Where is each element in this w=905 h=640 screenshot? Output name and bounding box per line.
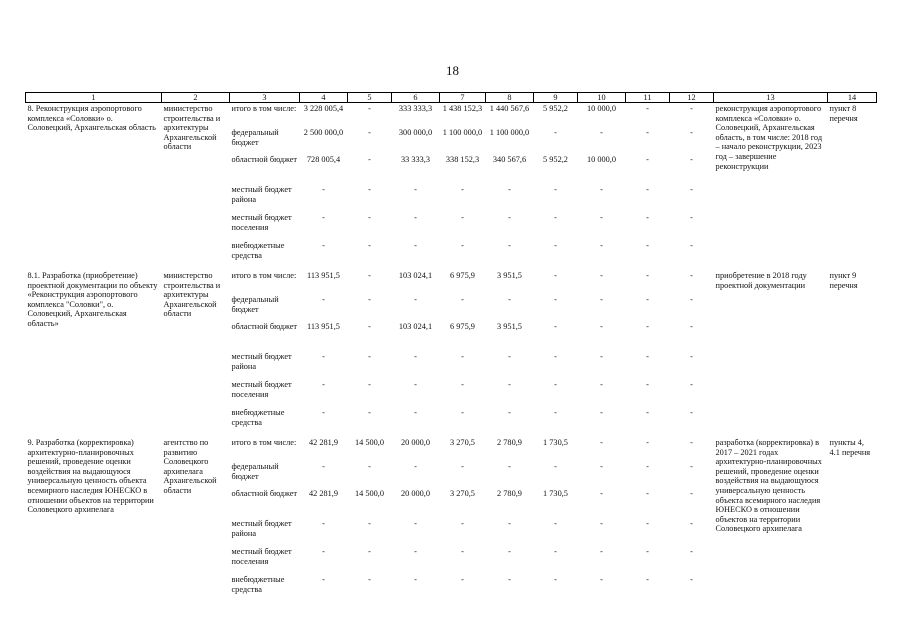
amount-cell: - [368, 241, 371, 250]
amount-cell: - [414, 352, 417, 361]
amount-cell: 1 730,5 [543, 489, 568, 498]
amount-cell: - [600, 185, 603, 194]
amount-cell: - [461, 462, 464, 471]
amount-cell: - [554, 271, 557, 280]
amount-cell: - [690, 213, 693, 222]
amount-cell: - [600, 462, 603, 471]
amount-cell: - [600, 380, 603, 389]
amount-cell: - [600, 322, 603, 331]
amount-cell: - [690, 352, 693, 361]
amount-cell: - [414, 547, 417, 556]
amount-cell: 14 500,0 [354, 489, 385, 498]
amount-cell: - [461, 547, 464, 556]
result-note: реконструкция аэропортового комплекса «Соловки» о. Соловецкий, Архангельская область, в том числе: 2018 год – начало реконструкции, 2023 год – завершение реконструкции [715, 104, 823, 171]
amount-cell: - [646, 155, 649, 164]
amount-cell: - [414, 380, 417, 389]
amount-cell: - [646, 438, 649, 447]
amount-cell: - [646, 213, 649, 222]
amount-cell: - [646, 128, 649, 137]
amount-cell: 113 951,5 [307, 271, 340, 280]
measure-name: 8. Реконструкция аэропортового комплекса «Соловки» о. Соловецкий, Архангельская область [27, 104, 156, 133]
amount-cell: - [368, 213, 371, 222]
amount-cell: - [508, 462, 511, 471]
amount-cell: - [646, 185, 649, 194]
amount-cell: 1 438 152,3 [442, 104, 483, 113]
amount-cell: - [368, 519, 371, 528]
amount-cell: - [508, 185, 511, 194]
funding-table [25, 92, 877, 604]
amount-cell: - [461, 408, 464, 417]
amount-cell: - [690, 519, 693, 528]
amount-cell: - [414, 462, 417, 471]
amount-cell: - [646, 462, 649, 471]
amount-cell: - [554, 128, 557, 137]
amount-cell: 2 500 000,0 [303, 128, 344, 137]
amount-cell: - [600, 241, 603, 250]
amount-cell: - [368, 155, 371, 164]
amount-cell: 5 952,2 [543, 155, 568, 164]
amount-cell: 113 951,5 [307, 322, 340, 331]
source-label: итого в том числе: [231, 271, 297, 280]
header-cell: 8 [486, 93, 534, 103]
source-label: местный бюджет поселения [231, 547, 292, 566]
amount-cell: - [600, 519, 603, 528]
amount-cell: - [368, 295, 371, 304]
amount-cell: - [368, 380, 371, 389]
amount-cell: - [646, 575, 649, 584]
source-label: местный бюджет района [231, 352, 292, 371]
source-label: внебюджетные средства [231, 575, 285, 594]
amount-cell: 1 100 000,0 [442, 128, 483, 137]
amount-cell: - [322, 462, 325, 471]
amount-cell: - [368, 462, 371, 471]
amount-cell: - [554, 575, 557, 584]
amount-cell: 2 780,9 [497, 489, 522, 498]
source-label: внебюджетные средства [231, 408, 285, 427]
amount-cell: - [414, 295, 417, 304]
amount-cell: - [554, 352, 557, 361]
amount-cell: - [690, 575, 693, 584]
amount-cell: - [322, 352, 325, 361]
amount-cell: - [646, 241, 649, 250]
amount-cell: - [646, 352, 649, 361]
amount-cell: - [554, 547, 557, 556]
amount-cell: - [368, 271, 371, 280]
amount-cell: - [368, 575, 371, 584]
amount-cell: - [414, 519, 417, 528]
header-row [26, 93, 877, 103]
source-label: местный бюджет района [231, 519, 292, 538]
amount-cell: - [600, 295, 603, 304]
amount-cell: - [600, 408, 603, 417]
amount-cell: - [690, 438, 693, 447]
amount-cell: - [690, 104, 693, 113]
amount-cell: - [322, 213, 325, 222]
amount-cell: 103 024,1 [398, 271, 433, 280]
amount-cell: - [600, 271, 603, 280]
source-label: областной бюджет [231, 155, 298, 164]
amount-cell: 10 000,0 [586, 104, 617, 113]
header-cell: 5 [348, 93, 392, 103]
header-cell: 9 [534, 93, 578, 103]
header-cell: 1 [26, 93, 162, 103]
amount-cell: - [461, 185, 464, 194]
amount-cell: 103 024,1 [398, 322, 433, 331]
measure-name: 8.1. Разработка (приобретение) проектной документации по объекту «Реконструкция аэропортового комплекса "Соловки", о. Соловецкий, Архангельская область» [27, 271, 158, 328]
source-label: федеральный бюджет [231, 295, 279, 314]
header-cell: 12 [670, 93, 714, 103]
amount-cell: 3 951,5 [497, 322, 522, 331]
amount-cell: - [322, 380, 325, 389]
amount-cell: - [646, 380, 649, 389]
header-cell: 4 [300, 93, 348, 103]
amount-cell: - [554, 295, 557, 304]
amount-cell: 300 000,0 [398, 128, 433, 137]
executor: агентство по развитию Соловецкого архипелага Архангельской области [163, 438, 217, 495]
amount-cell: - [368, 104, 371, 113]
amount-cell: - [368, 547, 371, 556]
source-label: федеральный бюджет [231, 462, 279, 481]
amount-cell: 3 951,5 [497, 271, 522, 280]
amount-cell: - [461, 213, 464, 222]
amount-cell: 3 228 005,4 [303, 104, 344, 113]
amount-cell: - [646, 519, 649, 528]
source-label: итого в том числе: [231, 104, 297, 113]
amount-cell: - [322, 241, 325, 250]
header-cell: 11 [626, 93, 670, 103]
table-body [26, 93, 877, 605]
amount-cell: 20 000,0 [400, 489, 431, 498]
amount-cell: - [508, 408, 511, 417]
amount-cell: 3 270,5 [450, 489, 475, 498]
header-cell: 7 [440, 93, 486, 103]
amount-cell: - [368, 352, 371, 361]
source-label: федеральный бюджет [231, 128, 279, 147]
amount-cell: - [554, 185, 557, 194]
amount-cell: - [690, 295, 693, 304]
amount-cell: - [646, 295, 649, 304]
amount-cell: - [554, 462, 557, 471]
amount-cell: - [646, 489, 649, 498]
source-label: местный бюджет района [231, 185, 292, 204]
amount-cell: 3 270,5 [450, 438, 475, 447]
executor: министерство строительства и архитектуры Архангельской области [163, 104, 221, 152]
source-label: местный бюджет поселения [231, 213, 292, 232]
amount-cell: - [554, 322, 557, 331]
amount-cell: 6 975,9 [450, 271, 475, 280]
source-label: внебюджетные средства [231, 241, 285, 260]
amount-cell: - [508, 575, 511, 584]
result-note: приобретение в 2018 году проектной документации [715, 271, 807, 290]
amount-cell: - [508, 547, 511, 556]
source-label: областной бюджет [231, 489, 298, 498]
amount-cell: - [508, 241, 511, 250]
source-label: областной бюджет [231, 322, 298, 331]
amount-cell: - [646, 104, 649, 113]
amount-cell: 340 567,6 [492, 155, 527, 164]
amount-cell: - [461, 352, 464, 361]
amount-cell: - [600, 128, 603, 137]
amount-cell: - [646, 408, 649, 417]
amount-cell: - [600, 213, 603, 222]
amount-cell: - [508, 380, 511, 389]
amount-cell: - [690, 155, 693, 164]
amount-cell: - [690, 128, 693, 137]
amount-cell: 33 333,3 [400, 155, 431, 164]
amount-cell: - [554, 408, 557, 417]
measure-name: 9. Разработка (корректировка) архитектурно-планировочных решений, проведение оценки воздействия на выдающуюся универсальную ценность объекта всемирного наследия ЮНЕСКО в отношении объектов на территории Соловецкого архипелага [27, 438, 154, 515]
amount-cell: - [690, 271, 693, 280]
amount-cell: - [690, 547, 693, 556]
amount-cell: - [508, 352, 511, 361]
amount-cell: 42 281,9 [308, 489, 339, 498]
amount-cell: 14 500,0 [354, 438, 385, 447]
amount-cell: - [508, 519, 511, 528]
amount-cell: - [322, 408, 325, 417]
header-cell: 3 [230, 93, 300, 103]
amount-cell: - [690, 462, 693, 471]
amount-cell: 6 975,9 [450, 322, 475, 331]
amount-cell: - [554, 213, 557, 222]
amount-cell: - [690, 489, 693, 498]
amount-cell: - [600, 352, 603, 361]
table-row [26, 270, 877, 294]
amount-cell: - [646, 547, 649, 556]
amount-cell: 728 005,4 [306, 155, 341, 164]
amount-cell: - [600, 489, 603, 498]
reference: пункт 9 перечня [829, 271, 858, 290]
amount-cell: - [554, 519, 557, 528]
reference: пункты 4, 4.1 перечня [829, 438, 871, 457]
executor: министерство строительства и архитектуры Архангельской области [163, 271, 221, 319]
amount-cell: - [646, 271, 649, 280]
amount-cell: - [322, 575, 325, 584]
amount-cell: 42 281,9 [308, 438, 339, 447]
reference: пункт 8 перечня [829, 104, 858, 123]
amount-cell: - [508, 213, 511, 222]
amount-cell: - [508, 295, 511, 304]
amount-cell: - [414, 241, 417, 250]
amount-cell: - [368, 185, 371, 194]
amount-cell: 1 440 567,6 [489, 104, 530, 113]
result-note: разработка (корректировка) в 2017 – 2021 годах архитектурно-планировочных решений, проведение оценки воздействия на выдающуюся универсальную ценность объекта всемирного наследия ЮНЕСКО в отношении объектов на территории Соловецкого архипелага [715, 438, 822, 534]
amount-cell: - [461, 380, 464, 389]
amount-cell: - [414, 185, 417, 194]
amount-cell: - [600, 547, 603, 556]
amount-cell: - [461, 575, 464, 584]
amount-cell: - [690, 241, 693, 250]
amount-cell: - [414, 213, 417, 222]
table-row [26, 103, 877, 128]
amount-cell: - [322, 519, 325, 528]
amount-cell: 1 730,5 [543, 438, 568, 447]
amount-cell: - [646, 322, 649, 331]
amount-cell: - [322, 547, 325, 556]
source-label: итого в том числе: [231, 438, 297, 447]
table-row [26, 437, 877, 461]
amount-cell: - [690, 322, 693, 331]
amount-cell: - [554, 380, 557, 389]
amount-cell: 10 000,0 [586, 155, 617, 164]
amount-cell: 338 152,3 [445, 155, 480, 164]
amount-cell: 5 952,2 [543, 104, 568, 113]
amount-cell: - [690, 185, 693, 194]
source-label: местный бюджет поселения [231, 380, 292, 399]
amount-cell: 2 780,9 [497, 438, 522, 447]
header-cell: 14 [828, 93, 877, 103]
amount-cell: - [414, 575, 417, 584]
amount-cell: - [461, 519, 464, 528]
amount-cell: 20 000,0 [400, 438, 431, 447]
amount-cell: 1 100 000,0 [489, 128, 530, 137]
amount-cell: - [322, 295, 325, 304]
header-cell: 2 [162, 93, 230, 103]
amount-cell: - [368, 322, 371, 331]
amount-cell: - [322, 185, 325, 194]
header-cell: 10 [578, 93, 626, 103]
amount-cell: - [600, 438, 603, 447]
amount-cell: - [368, 128, 371, 137]
header-cell: 13 [714, 93, 828, 103]
amount-cell: - [368, 408, 371, 417]
page-number: 18 [446, 63, 459, 78]
amount-cell: - [461, 241, 464, 250]
amount-cell: - [414, 408, 417, 417]
amount-cell: - [461, 295, 464, 304]
amount-cell: - [690, 408, 693, 417]
amount-cell: - [600, 575, 603, 584]
amount-cell: 333 333,3 [398, 104, 433, 113]
header-cell: 6 [392, 93, 440, 103]
amount-cell: - [690, 380, 693, 389]
amount-cell: - [554, 241, 557, 250]
